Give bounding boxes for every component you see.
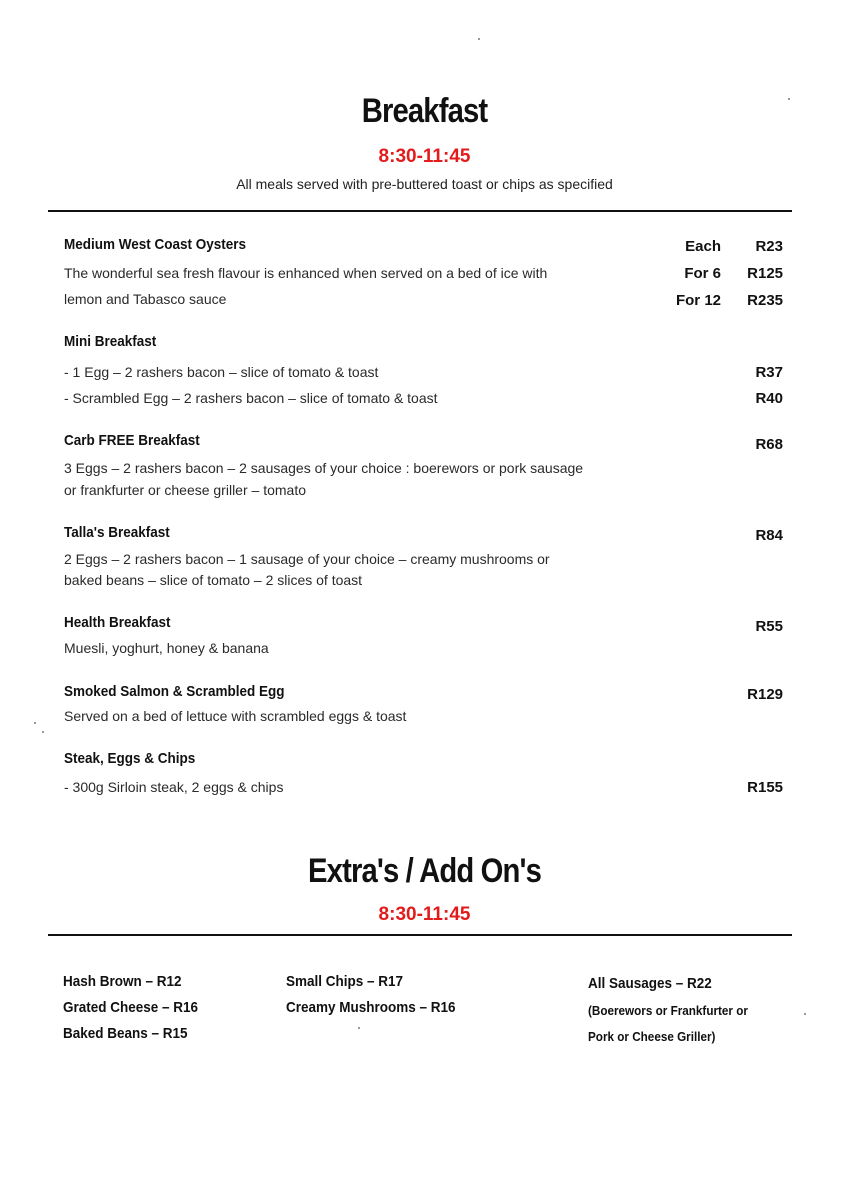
item-name-tallas: Talla's Breakfast: [64, 524, 170, 541]
item-name-steak: Steak, Eggs & Chips: [64, 750, 196, 767]
breakfast-divider: [48, 210, 792, 212]
extra-hash-brown: Hash Brown – R12: [63, 973, 182, 990]
extras-hours: 8:30-11:45: [378, 904, 471, 925]
item-desc-steak: - 300g Sirloin steak, 2 eggs & chips: [64, 779, 284, 795]
oysters-qty-6: For 6: [684, 265, 721, 282]
extras-divider: [48, 934, 792, 936]
extra-all-sausages: All Sausages – R22: [588, 975, 712, 992]
scan-speck: [42, 731, 44, 733]
item-name-mini-breakfast: Mini Breakfast: [64, 333, 157, 350]
scan-speck: [358, 1027, 360, 1029]
item-desc-tallas-1: 2 Eggs – 2 rashers bacon – 1 sausage of your choice – creamy mushrooms or: [64, 551, 550, 567]
item-desc-mini-2: - Scrambled Egg – 2 rashers bacon – slice of tomato & toast: [64, 390, 438, 406]
tallas-price: R84: [755, 527, 783, 544]
item-name-oysters: Medium West Coast Oysters: [64, 236, 247, 253]
scan-speck: [478, 38, 480, 40]
scan-speck: [788, 98, 790, 100]
oysters-qty-12: For 12: [675, 292, 721, 309]
mini-price-2: R40: [755, 390, 783, 407]
extra-small-chips: Small Chips – R17: [286, 973, 404, 990]
oysters-qty-each: Each: [685, 238, 721, 255]
item-desc-oysters-2: lemon and Tabasco sauce: [64, 291, 227, 307]
item-desc-tallas-2: baked beans – slice of tomato – 2 slices of toast: [64, 572, 363, 588]
scan-speck: [804, 1013, 806, 1015]
oysters-price-6: R125: [747, 265, 783, 282]
extra-grated-cheese: Grated Cheese – R16: [63, 999, 199, 1016]
carb-free-price: R68: [755, 436, 783, 453]
salmon-price: R129: [747, 686, 783, 703]
item-desc-carb-2: or frankfurter or cheese griller – tomato: [64, 482, 306, 498]
extra-creamy-mushrooms: Creamy Mushrooms – R16: [286, 999, 456, 1016]
oysters-price-12: R235: [747, 292, 783, 309]
item-name-salmon: Smoked Salmon & Scrambled Egg: [64, 683, 285, 700]
item-name-carb-free: Carb FREE Breakfast: [64, 432, 200, 449]
item-desc-oysters-1: The wonderful sea fresh flavour is enhanced when served on a bed of ice with: [64, 265, 548, 281]
breakfast-title: Breakfast: [361, 92, 488, 130]
extras-title: Extra's / Add On's: [308, 852, 541, 890]
steak-price: R155: [747, 779, 783, 796]
item-desc-mini-1: - 1 Egg – 2 rashers bacon – slice of tomato & toast: [64, 364, 379, 380]
scan-speck: [34, 722, 36, 724]
item-name-health: Health Breakfast: [64, 614, 171, 631]
extra-sausages-note-1: (Boerewors or Frankfurter or: [588, 1003, 748, 1018]
item-desc-carb-1: 3 Eggs – 2 rashers bacon – 2 sausages of your choice : boerewors or pork sausage: [64, 460, 584, 476]
extra-baked-beans: Baked Beans – R15: [63, 1025, 188, 1042]
breakfast-subtitle: All meals served with pre-buttered toast or chips as specified: [236, 176, 613, 192]
health-price: R55: [755, 618, 783, 635]
mini-price-1: R37: [755, 364, 783, 381]
item-desc-salmon: Served on a bed of lettuce with scrambled eggs & toast: [64, 708, 407, 724]
oysters-price-each: R23: [755, 238, 783, 255]
item-desc-health: Muesli, yoghurt, honey & banana: [64, 640, 269, 656]
breakfast-hours: 8:30-11:45: [378, 146, 471, 167]
extra-sausages-note-2: Pork or Cheese Griller): [588, 1029, 716, 1044]
